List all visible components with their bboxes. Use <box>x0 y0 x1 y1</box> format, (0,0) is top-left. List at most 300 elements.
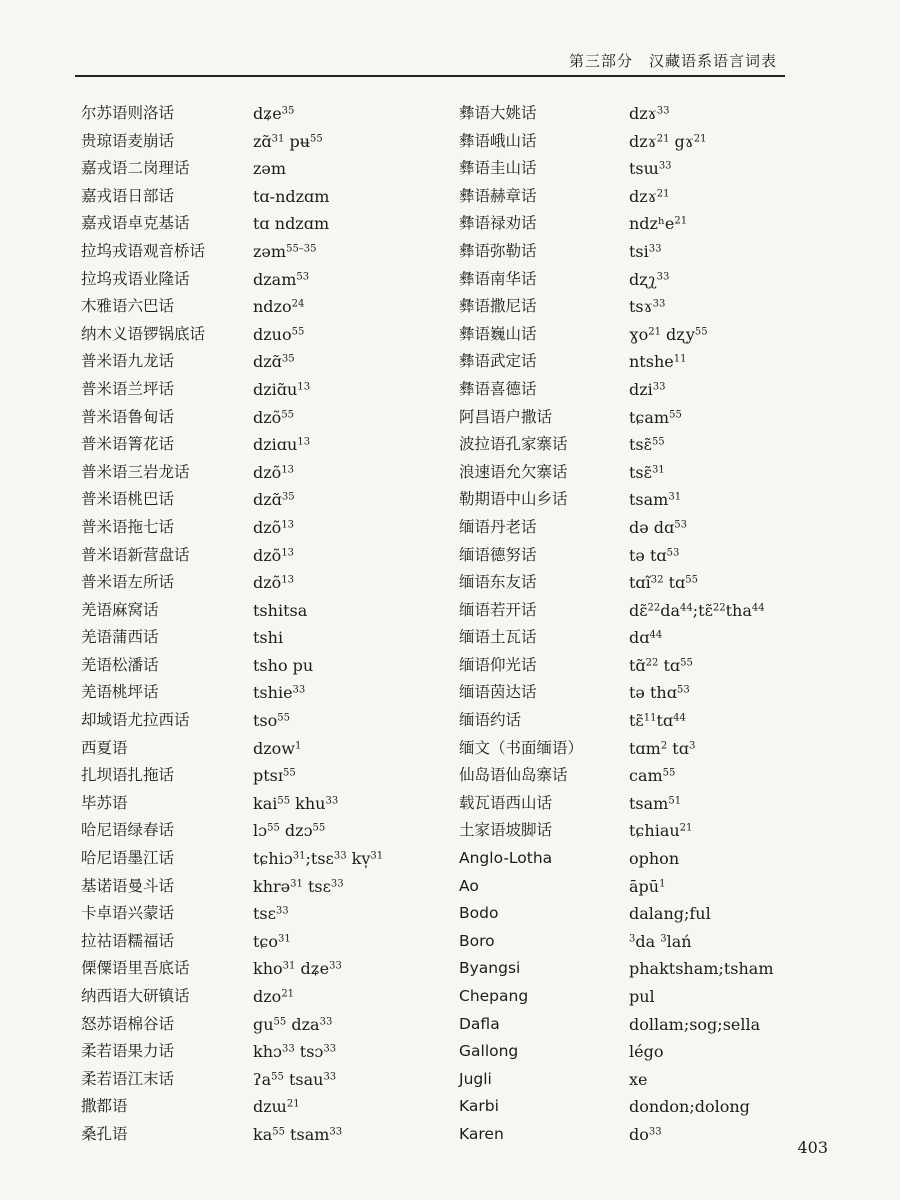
tone-mark: 55 <box>267 822 280 834</box>
language-name: 毕苏语 <box>81 793 128 812</box>
transcription-text: zəm <box>253 241 287 261</box>
language-name: 贵琼语麦崩话 <box>81 131 175 150</box>
language-name: 桑孔语 <box>81 1124 128 1143</box>
transcription-text: tsau <box>283 1069 324 1089</box>
transcription-text: tɑ <box>663 573 686 593</box>
tone-mark: 55 <box>680 657 693 669</box>
transcription-text: tɑm <box>629 738 661 758</box>
entry-row <box>75 707 435 735</box>
language-name: 纳木义语锣锅底话 <box>81 324 206 343</box>
transcription <box>629 514 687 542</box>
tone-mark: 22 <box>647 602 661 614</box>
tone-mark: 33 <box>330 878 344 890</box>
entry-row <box>75 624 435 652</box>
language-name: 普米语兰坪话 <box>81 379 175 398</box>
tone-mark: 13 <box>281 519 295 531</box>
transcription <box>253 404 294 432</box>
transcription <box>629 321 708 349</box>
language-name: Jugli <box>459 1069 492 1088</box>
transcription-text: da <box>635 931 661 951</box>
language-name: 傈僳语里吾底话 <box>81 959 190 978</box>
transcription-text: khu <box>290 793 326 813</box>
entry-row <box>75 955 435 983</box>
transcription <box>253 597 307 625</box>
tone-mark: 35 <box>281 105 295 117</box>
language-name: 普米语九龙话 <box>81 352 175 371</box>
language-name: 彝语圭山话 <box>459 159 537 178</box>
language-name: 羌语桃坪话 <box>81 683 159 702</box>
transcription-text: ka <box>253 1124 273 1144</box>
tone-mark: 53 <box>676 684 690 696</box>
transcription <box>253 1066 336 1094</box>
tone-mark: 55 <box>310 133 323 145</box>
language-name: 彝语撒尼话 <box>459 297 537 316</box>
tone-mark: 13 <box>281 547 295 558</box>
language-name: Byangsi <box>459 959 521 978</box>
transcription-text: da <box>660 600 681 620</box>
tone-mark: 55 <box>283 767 296 779</box>
transcription-text: tsɛ <box>253 904 276 924</box>
entry-row <box>75 210 435 238</box>
entry-row <box>455 900 815 928</box>
tone-mark: 3 <box>688 740 696 752</box>
tone-mark: 44 <box>680 602 693 614</box>
transcription-text: dzõ <box>253 545 282 565</box>
tone-mark: 44 <box>649 629 663 641</box>
entry-row <box>75 183 435 211</box>
entry-row <box>455 348 815 376</box>
transcription <box>253 1121 342 1149</box>
transcription-text: do <box>629 1124 649 1144</box>
entry-row <box>75 569 435 597</box>
transcription <box>629 431 665 459</box>
entry-row <box>455 321 815 349</box>
tone-mark: 21 <box>281 988 295 1000</box>
transcription <box>253 845 383 873</box>
tone-mark: 33 <box>281 1043 295 1055</box>
transcription-text: ptsɪ <box>253 766 283 786</box>
transcription <box>253 762 296 790</box>
entry-row <box>75 321 435 349</box>
transcription-text: dzɤ <box>629 104 657 123</box>
transcription <box>629 845 679 873</box>
tone-mark: 53 <box>666 547 680 558</box>
transcription <box>629 817 692 845</box>
transcription <box>253 652 313 680</box>
transcription-text: tshie <box>253 683 293 703</box>
transcription-text: tɛ̃ <box>629 711 644 731</box>
tone-mark: 11 <box>673 353 687 365</box>
language-name: 阿昌语户撒话 <box>459 407 553 426</box>
language-name: 普米语箐花话 <box>81 435 175 454</box>
entry-row <box>455 404 815 432</box>
transcription <box>253 266 309 294</box>
language-name: 缅语仰光话 <box>459 655 537 674</box>
transcription <box>253 514 294 542</box>
tone-mark: 31 <box>271 133 285 145</box>
transcription <box>253 624 283 652</box>
transcription <box>629 1038 663 1066</box>
entry-row <box>455 790 815 818</box>
transcription <box>253 183 329 211</box>
transcription-text: tə tɑ <box>629 545 667 565</box>
tone-mark: 55 <box>272 1126 285 1138</box>
tone-mark: 33 <box>656 271 670 283</box>
transcription-text: dzɯ <box>253 1097 287 1117</box>
transcription-text: kv̩ <box>346 849 371 869</box>
entry-row <box>75 597 435 625</box>
transcription <box>629 873 665 901</box>
transcription-text: tɑ-ndzɑm <box>253 186 330 206</box>
entry-row <box>455 459 815 487</box>
entry-row <box>455 431 815 459</box>
tone-mark: 53 <box>296 271 310 283</box>
transcription <box>629 128 707 156</box>
language-name: 嘉戎语日部话 <box>81 186 175 205</box>
tone-mark: 53 <box>674 519 688 531</box>
transcription <box>253 790 338 818</box>
transcription <box>629 1093 750 1121</box>
tone-mark: 33 <box>323 1043 337 1055</box>
tone-mark: 31 <box>282 960 296 972</box>
transcription-text: cam <box>629 766 663 786</box>
entry-row <box>455 928 815 956</box>
language-name: 彝语武定话 <box>459 352 537 371</box>
transcription-text: légo <box>629 1042 664 1062</box>
language-name: 普米语左所话 <box>81 573 175 592</box>
transcription <box>629 762 675 790</box>
tone-mark: 55 <box>277 712 291 724</box>
transcription <box>629 486 681 514</box>
tone-mark: 55–35 <box>286 243 317 255</box>
language-name: 普米语桃巴话 <box>81 490 175 509</box>
transcription-text: tso <box>253 711 278 731</box>
tone-mark: 22 <box>645 657 659 669</box>
transcription-text: dzõ <box>253 462 282 482</box>
language-name: 缅语茵达话 <box>459 683 537 702</box>
transcription <box>629 404 682 432</box>
tone-mark: 55 <box>694 326 708 338</box>
transcription <box>629 735 695 763</box>
transcription <box>629 707 686 735</box>
entry-row <box>75 155 435 183</box>
language-name: 拉祜语糯福话 <box>81 931 175 950</box>
tone-mark: 33 <box>652 381 666 393</box>
tone-mark: 21 <box>693 133 707 145</box>
language-name: 尔苏语则洛话 <box>81 104 175 122</box>
language-name: 缅语德努话 <box>459 545 537 564</box>
transcription <box>253 707 290 735</box>
language-name: 缅语丹老话 <box>459 517 537 536</box>
language-name: 怒苏语棉谷话 <box>81 1014 175 1033</box>
entry-row <box>75 845 435 873</box>
language-name: 缅语土瓦话 <box>459 628 537 647</box>
transcription-text: tsɤ <box>629 297 653 317</box>
tone-mark: 33 <box>325 795 339 807</box>
language-name: Chepang <box>459 987 529 1005</box>
tone-mark: 55 <box>312 822 326 834</box>
transcription <box>629 983 655 1011</box>
transcription <box>253 679 305 707</box>
entry-row <box>75 238 435 266</box>
tone-mark: 21 <box>656 188 670 200</box>
transcription-text: ;tsɛ <box>305 849 334 869</box>
tone-mark: 1 <box>659 878 666 890</box>
tone-mark: 44 <box>673 712 686 724</box>
language-name: Karbi <box>459 1097 499 1116</box>
entry-row <box>455 210 815 238</box>
transcription-text: dzow <box>253 738 295 758</box>
transcription-text: tsɔ <box>294 1042 324 1062</box>
language-name: 缅语东友话 <box>459 573 537 592</box>
transcription-text: dzõ <box>253 517 282 537</box>
transcription <box>629 183 669 211</box>
transcription-text: lɔ <box>253 821 268 841</box>
entry-row <box>455 983 815 1011</box>
transcription <box>253 155 286 183</box>
language-name: Bodo <box>459 904 499 923</box>
tone-mark: 13 <box>297 436 311 448</box>
tone-mark: 33 <box>329 1126 343 1138</box>
transcription-text: dzɔ <box>279 821 313 841</box>
transcription <box>629 376 666 404</box>
entry-row <box>455 569 815 597</box>
language-name: 普米语拖七话 <box>81 517 175 536</box>
transcription-text: dzɤ <box>629 131 657 151</box>
tone-mark: 11 <box>643 712 657 724</box>
transcription <box>629 1011 760 1039</box>
entry-row <box>455 293 815 321</box>
entry-row <box>455 486 815 514</box>
language-name: 拉坞戎语业隆话 <box>81 269 190 288</box>
language-name: Karen <box>459 1124 504 1143</box>
entry-row <box>455 762 815 790</box>
entry-row <box>75 542 435 570</box>
transcription <box>253 321 304 349</box>
transcription-text: dondon;dolong <box>629 1097 750 1117</box>
transcription <box>253 928 291 956</box>
tone-mark: 55 <box>651 436 665 448</box>
transcription-text: dzɑ̃ <box>253 490 282 510</box>
running-header <box>75 42 785 82</box>
tone-mark: 33 <box>648 1126 662 1138</box>
tone-mark: 51 <box>668 795 682 807</box>
transcription-text: āpū <box>629 876 660 896</box>
transcription <box>253 459 294 487</box>
transcription <box>253 293 304 321</box>
tone-mark: 31 <box>290 878 303 890</box>
language-name: 彝语大姚话 <box>459 104 537 122</box>
transcription-text: dziɑu <box>253 435 298 455</box>
transcription-text: tsam <box>629 490 669 510</box>
transcription <box>629 293 665 321</box>
transcription-text: khɔ <box>253 1042 282 1062</box>
transcription-text: tɕo <box>253 931 279 951</box>
transcription-text: tsam <box>284 1124 330 1144</box>
transcription-text: dʐy <box>660 324 695 344</box>
transcription-text: xe <box>629 1069 648 1089</box>
transcription <box>629 900 711 928</box>
language-name: 拉坞戎语观音桥话 <box>81 241 206 260</box>
transcription-text: tɑ <box>667 738 689 758</box>
right-column <box>455 100 815 1149</box>
tone-mark: 31 <box>651 464 665 476</box>
language-name: 彝语禄劝话 <box>459 214 537 233</box>
entry-row <box>455 1121 815 1149</box>
language-name: Boro <box>459 931 495 950</box>
transcription-text: tɕhiau <box>629 821 680 841</box>
language-name: 嘉戎语卓克基话 <box>81 214 190 233</box>
tone-mark: 31 <box>370 850 384 862</box>
language-name: 载瓦语西山话 <box>459 793 553 812</box>
transcription-text: tɑ ndzɑm <box>253 214 330 234</box>
language-name: 羌语蒲西话 <box>81 628 159 647</box>
entry-row <box>75 1038 435 1066</box>
tone-mark: 55 <box>281 409 295 421</box>
entry-row <box>455 100 815 128</box>
entry-row <box>455 679 815 707</box>
transcription-text: dzɤ <box>629 186 657 206</box>
transcription <box>253 873 344 901</box>
transcription-text: dollam;sog;sella <box>629 1014 761 1034</box>
transcription <box>253 1011 332 1039</box>
transcription-text: tha <box>725 600 752 620</box>
tone-mark: 3 <box>660 933 667 945</box>
entry-row <box>455 597 815 625</box>
tone-mark: 55 <box>669 409 682 421</box>
language-name: 却域语尤拉西话 <box>81 711 190 730</box>
transcription-text: də dɑ <box>629 517 675 537</box>
transcription <box>629 1066 648 1094</box>
transcription <box>629 238 662 266</box>
language-name: 羌语松潘话 <box>81 655 159 674</box>
transcription-text: dzuo <box>253 324 292 344</box>
tone-mark: 33 <box>656 105 670 117</box>
transcription <box>629 100 669 128</box>
tone-mark: 21 <box>674 215 688 227</box>
entry-row <box>75 348 435 376</box>
language-name: 扎坝语扎拖话 <box>81 766 175 785</box>
transcription-text: tɑĩ <box>629 573 651 593</box>
transcription <box>629 210 687 238</box>
language-name: 彝语巍山话 <box>459 324 537 343</box>
language-name: 哈尼语绿春话 <box>81 821 175 840</box>
transcription <box>629 569 698 597</box>
language-name: Dafla <box>459 1014 500 1033</box>
language-name: 彝语南华话 <box>459 269 537 288</box>
entry-row <box>455 542 815 570</box>
entry-row <box>455 707 815 735</box>
language-name: 纳西语大研镇话 <box>81 987 190 1005</box>
transcription-text: lań <box>666 931 692 951</box>
tone-mark: 21 <box>286 1098 300 1110</box>
language-name: 彝语弥勒话 <box>459 241 537 260</box>
header-rule <box>75 75 785 77</box>
language-name: 缅语若开话 <box>459 600 537 619</box>
language-name: 仙岛语仙岛寨话 <box>459 766 568 785</box>
tone-mark: 33 <box>319 1016 333 1028</box>
language-name: 嘉戎语二岗理话 <box>81 159 190 178</box>
entry-row <box>75 873 435 901</box>
entry-row <box>75 790 435 818</box>
tone-mark: 33 <box>329 960 342 972</box>
entry-row <box>455 1066 815 1094</box>
transcription-text: ndzo <box>253 297 292 317</box>
language-name: Anglo-Lotha <box>459 849 553 868</box>
tone-mark: 21 <box>679 822 693 834</box>
header-title: 第三部分 汉藏语系语言词表 <box>568 52 777 70</box>
entry-row <box>75 928 435 956</box>
entry-row <box>455 266 815 294</box>
left-column <box>75 100 435 1149</box>
entry-row <box>75 983 435 1011</box>
language-name: 彝语喜德话 <box>459 379 537 398</box>
transcription <box>629 459 665 487</box>
language-name: 基诺语曼斗话 <box>81 876 175 895</box>
tone-mark: 21 <box>648 326 661 338</box>
language-name: 浪速语允欠寨话 <box>459 462 568 481</box>
tone-mark: 35 <box>281 353 295 365</box>
transcription-text: ntshe <box>629 352 674 372</box>
transcription-text: dʑe <box>253 104 282 123</box>
entry-row <box>455 624 815 652</box>
transcription <box>253 431 310 459</box>
language-name: 普米语鲁甸话 <box>81 407 175 426</box>
transcription-text: dza <box>286 1014 320 1034</box>
entry-row <box>455 873 815 901</box>
entry-row <box>455 155 815 183</box>
transcription-text: tsɛ̃ <box>629 435 652 455</box>
language-name: 普米语新营盘话 <box>81 545 190 564</box>
transcription-text: dalang;ful <box>629 904 711 924</box>
transcription <box>253 1093 300 1121</box>
transcription <box>629 266 669 294</box>
entry-row <box>75 431 435 459</box>
transcription-text: tsho pu <box>253 655 314 675</box>
entry-row <box>455 514 815 542</box>
transcription-text: tshitsa <box>253 600 308 620</box>
transcription <box>253 983 294 1011</box>
entry-row <box>75 293 435 321</box>
tone-mark: 1 <box>295 740 302 752</box>
entry-row <box>455 238 815 266</box>
entry-row <box>455 183 815 211</box>
entry-row <box>75 900 435 928</box>
tone-mark: 13 <box>281 574 295 586</box>
transcription <box>253 128 323 156</box>
transcription-text: tsɛ <box>302 876 331 896</box>
transcription-text: ;tɛ̃ <box>692 600 713 620</box>
transcription <box>253 735 301 763</box>
transcription-text: tsam <box>629 793 669 813</box>
entry-row <box>75 1011 435 1039</box>
language-name: 柔若语江末话 <box>81 1069 175 1088</box>
language-name: 羌语麻窝话 <box>81 600 159 619</box>
transcription-text: kai <box>253 793 278 813</box>
tone-mark: 24 <box>291 298 305 310</box>
transcription <box>253 817 325 845</box>
entry-row <box>455 1093 815 1121</box>
transcription-text: tɑ̃ <box>629 655 646 675</box>
transcription-text: tɕam <box>629 407 670 427</box>
entry-row <box>455 128 815 156</box>
tone-mark: 33 <box>275 905 289 917</box>
tone-mark: 55 <box>277 795 291 807</box>
entry-row <box>75 735 435 763</box>
language-name: Gallong <box>459 1042 519 1061</box>
transcription-text: dʐʅ <box>629 269 657 289</box>
language-name: 缅文（书面缅语） <box>459 738 584 757</box>
